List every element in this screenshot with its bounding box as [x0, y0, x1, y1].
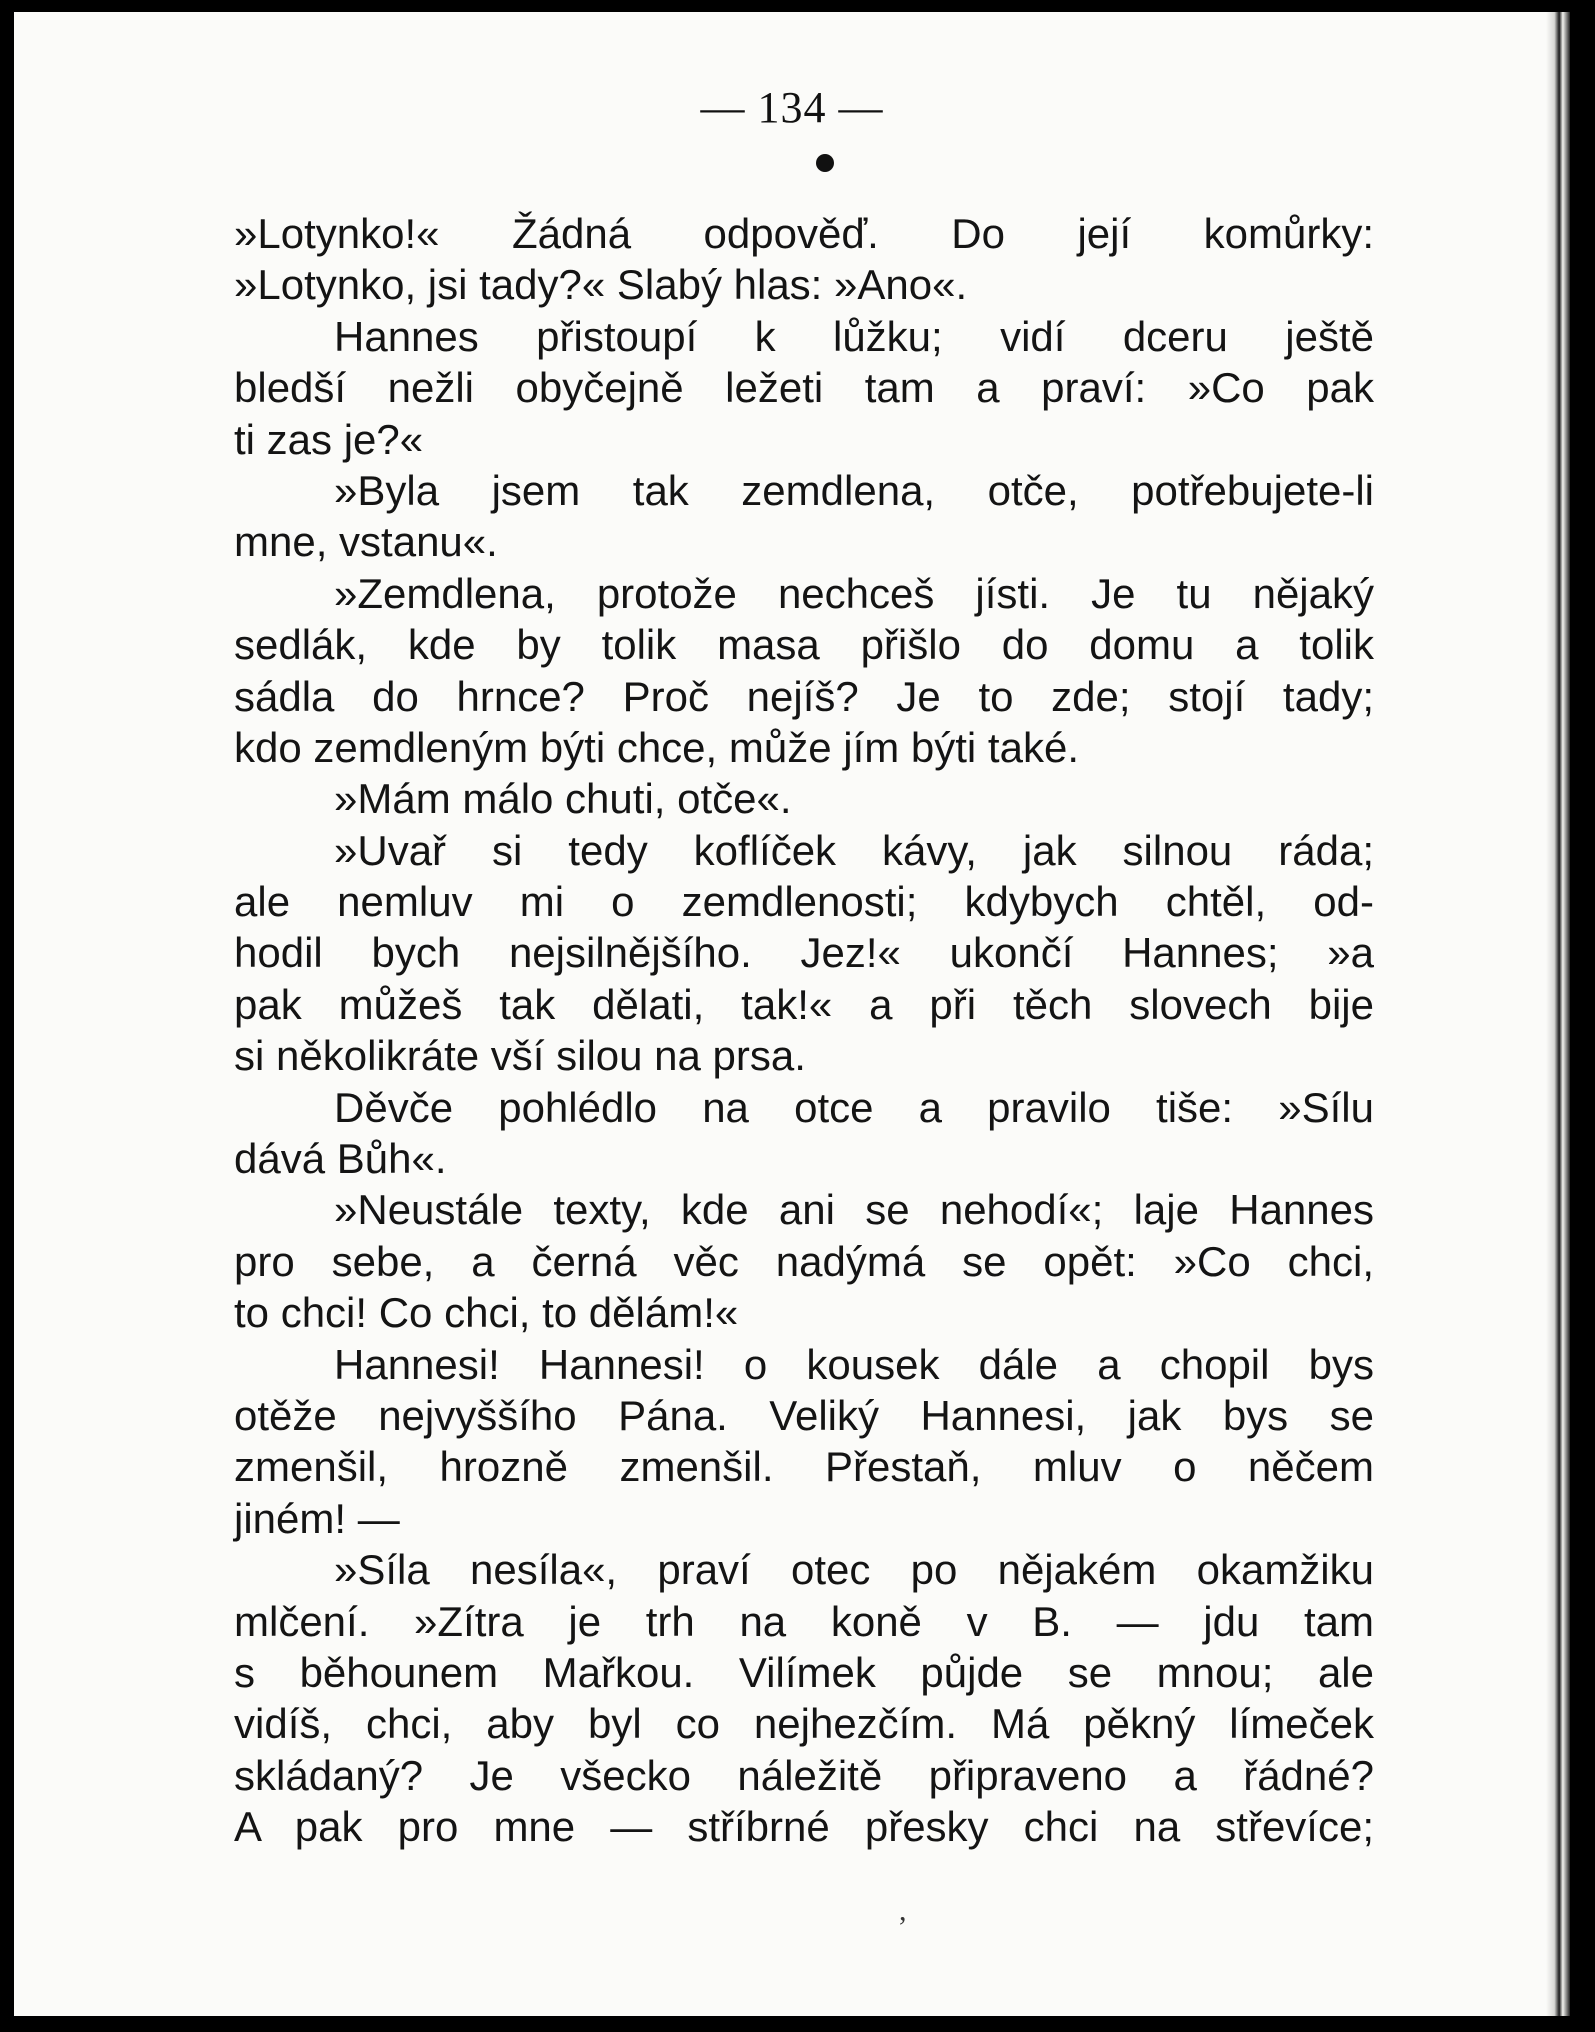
- text-line: »Zemdlena, protože nechceš jísti. Je tu nějaký: [334, 569, 1374, 617]
- text-line: bledší nežli obyčejně ležeti tam a praví: »Co pak: [234, 364, 1374, 412]
- text-line: si několikráte vší silou na prsa.: [234, 1032, 806, 1080]
- text-line: »Lotynko, jsi tady?« Slabý hlas: »Ano«.: [234, 261, 968, 309]
- text-line: to chci! Co chci, to dělám!«: [234, 1289, 739, 1337]
- text-line: »Uvař si tedy koflíček kávy, jak silnou ráda;: [334, 826, 1374, 874]
- text-line: »Byla jsem tak zemdlena, otče, potřebujete-li: [334, 466, 1374, 514]
- text-line: »Síla nesíla«, praví otec po nějakém okamžiku: [334, 1546, 1374, 1594]
- text-line: vidíš, chci, aby byl co nejhezčím. Má pěkný límeček: [234, 1700, 1374, 1748]
- ornament-dot: [816, 154, 834, 172]
- text-line: s běhounem Mařkou. Vilímek půjde se mnou; ale: [234, 1648, 1374, 1696]
- body-text: [234, 208, 1374, 1853]
- text-line: zmenšil, hrozně zmenšil. Přestaň, mluv o něčem: [234, 1443, 1374, 1491]
- text-line: ti zas je?«: [234, 415, 424, 463]
- text-line: pak můžeš tak dělati, tak!« a při těch slovech bije: [234, 980, 1374, 1028]
- text-line: pro sebe, a černá věc nadýmá se opět: »Co chci,: [234, 1237, 1374, 1285]
- text-line: Hannes přistoupí k lůžku; vidí dceru ještě: [334, 312, 1374, 360]
- text-line: mlčení. »Zítra je trh na koně v B. — jdu tam: [234, 1597, 1374, 1645]
- binding-edge: [1546, 12, 1570, 2016]
- text-line: »Lotynko!« Žádná odpověď. Do její komůrky:: [234, 210, 1374, 257]
- text-line: Děvče pohlédlo na otce a pravilo tiše: »Sílu: [334, 1083, 1374, 1131]
- text-line: Hannesi! Hannesi! o kousek dále a chopil bys: [334, 1340, 1374, 1388]
- text-line: otěže nejvyššího Pána. Veliký Hannesi, jak bys se: [234, 1391, 1374, 1439]
- text-line: A pak pro mne — stříbrné přesky chci na střevíce;: [234, 1803, 1374, 1851]
- text-line: ale nemluv mi o zemdlenosti; kdybych chtěl, od-: [234, 878, 1374, 926]
- text-line: hodil bych nejsilnějšího. Jez!« ukončí Hannes; »a: [234, 929, 1374, 977]
- text-line: »Mám málo chuti, otče«.: [334, 775, 792, 823]
- text-line: kdo zemdleným býti chce, může jím býti také.: [234, 723, 1079, 771]
- text-line: jiném! —: [234, 1494, 400, 1542]
- text-line: sádla do hrnce? Proč nejíš? Je to zde; stojí tady;: [234, 672, 1374, 720]
- text-line: mne, vstanu«.: [234, 518, 498, 566]
- page-number: — 134 —: [700, 83, 884, 132]
- text-line: skládaný? Je všecko náležitě připraveno a řádné?: [234, 1751, 1374, 1799]
- book-page: [14, 12, 1570, 2016]
- text-line: dává Bůh«.: [234, 1135, 447, 1183]
- text-line: »Neustále texty, kde ani se nehodí«; laje Hannes: [334, 1186, 1374, 1234]
- stray-mark: ,: [899, 1894, 907, 1927]
- text-line: sedlák, kde by tolik masa přišlo do domu a tolik: [234, 621, 1374, 669]
